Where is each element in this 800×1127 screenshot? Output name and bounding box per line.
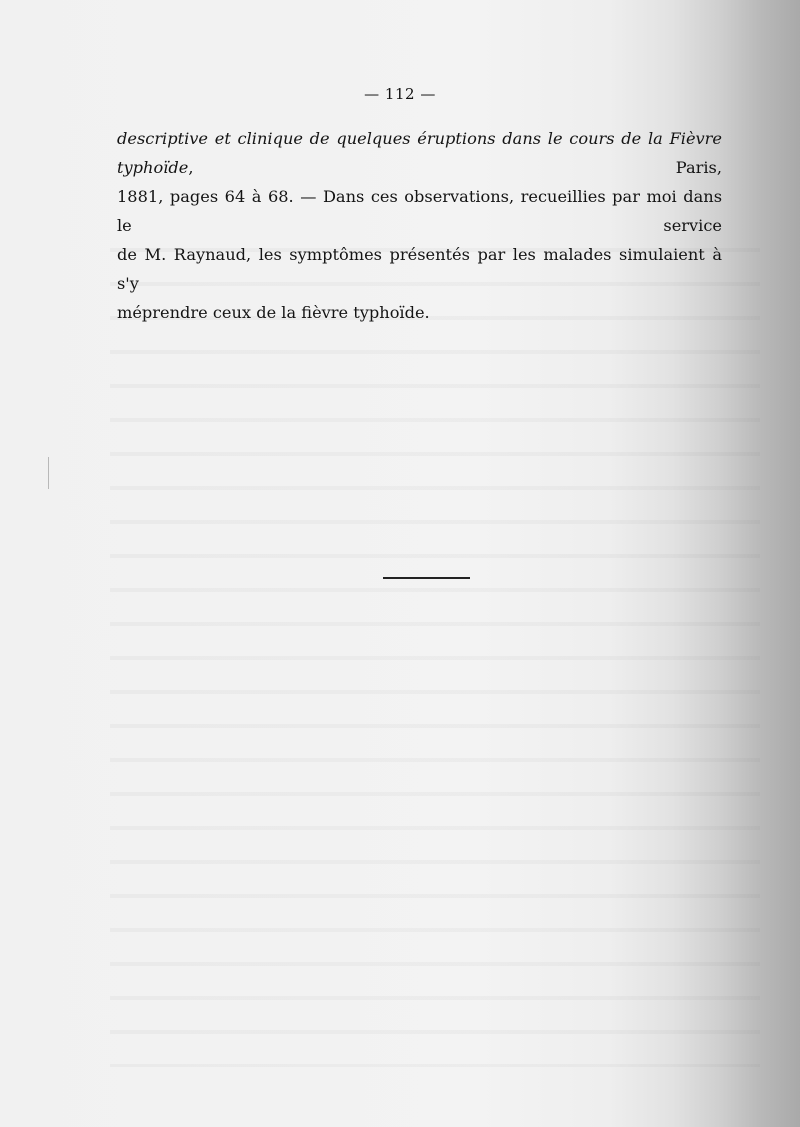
paragraph-line-3: de M. Raynaud, les symptômes présentés par les malades simulaient à s'y (117, 245, 722, 293)
paragraph-line-2: 1881, pages 64 à 68. — Dans ces observations, recueillies par moi dans le service (117, 187, 722, 235)
paragraph-line-1 (117, 124, 722, 182)
page-number: — 112 — (364, 85, 436, 103)
citation-title: descriptive et clinique de quelques éruptions dans le cours de la Fièvre typhoïde (117, 129, 722, 177)
paragraph (117, 124, 722, 327)
margin-mark (48, 457, 49, 489)
paragraph-line-4: méprendre ceux de la fièvre typhoïde. (117, 303, 430, 322)
citation-place: , Paris, (188, 158, 722, 177)
bleed-through-texture (110, 230, 760, 1067)
section-divider (383, 577, 470, 579)
